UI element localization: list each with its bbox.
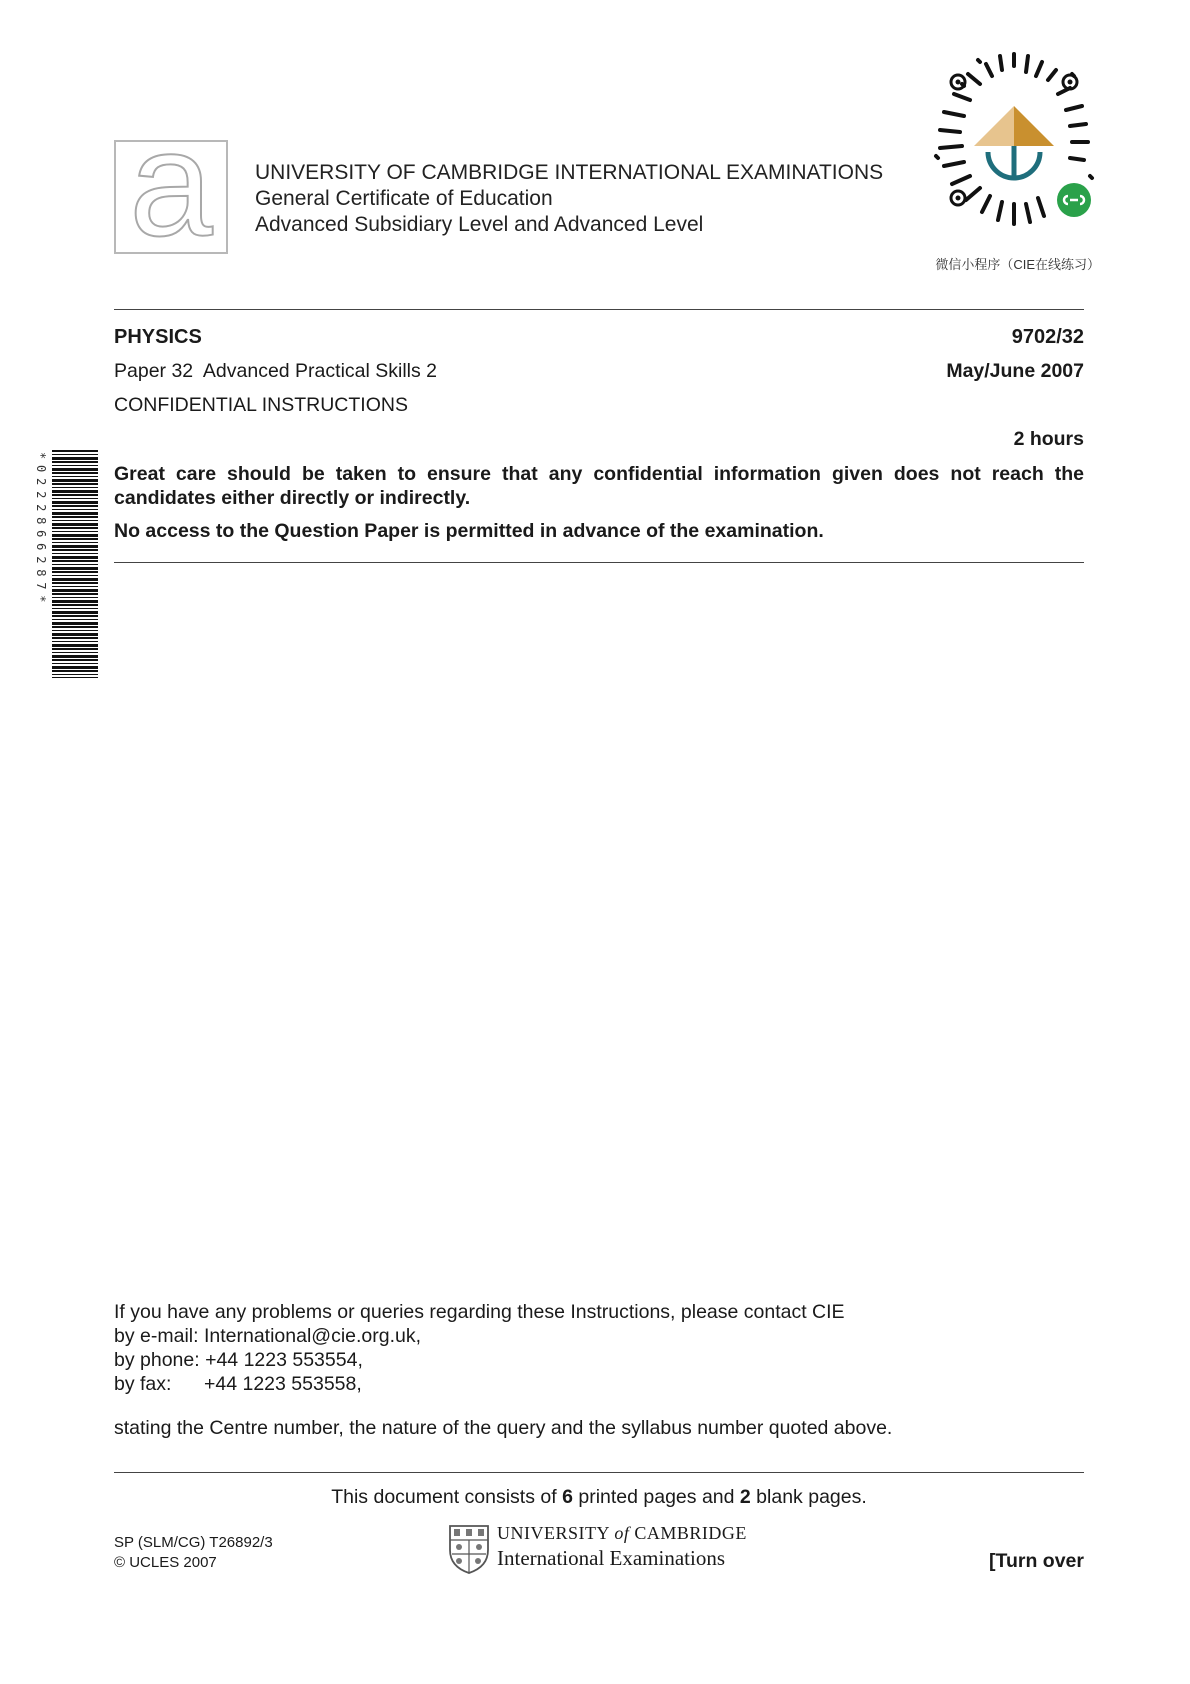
subject: PHYSICS xyxy=(114,326,202,348)
turn-over: [Turn over xyxy=(989,1550,1084,1572)
level-name: Advanced Subsidiary Level and Advanced Level xyxy=(255,213,704,236)
footer-divider xyxy=(114,1472,1084,1473)
fax-number: +44 1223 553558, xyxy=(204,1373,362,1395)
email-address[interactable]: International@cie.org.uk, xyxy=(203,1325,422,1347)
mini-program-qr-icon[interactable] xyxy=(922,48,1106,232)
header-bottom-divider xyxy=(114,562,1084,563)
cambridge-wordmark-subtitle: International Examinations xyxy=(497,1546,726,1570)
top-divider xyxy=(114,309,1084,310)
email-label: by e-mail: xyxy=(114,1325,199,1347)
barcode-number: *0222866287* xyxy=(34,452,48,609)
contact-fax-row xyxy=(114,1372,362,1396)
page-count: This document consists of 6 printed pages and 2 blank pages. xyxy=(331,1486,867,1508)
copyright: © UCLES 2007 xyxy=(114,1554,217,1571)
org-name: UNIVERSITY OF CAMBRIDGE INTERNATIONAL EXAMINATIONS xyxy=(255,161,884,184)
contact-phone-row xyxy=(114,1348,363,1372)
document-reference: SP (SLM/CG) T26892/3 xyxy=(114,1534,273,1551)
barcode xyxy=(52,450,98,678)
session: May/June 2007 xyxy=(946,360,1084,382)
confidentiality-warning: Great care should be taken to ensure that any confidential information given does not reach the candidates either directly or indirectly. xyxy=(114,463,1084,509)
no-access-warning: No access to the Question Paper is permitted in advance of the examination. xyxy=(114,520,824,542)
fax-label: by fax: xyxy=(114,1373,172,1395)
cambridge-crest-icon xyxy=(448,1524,490,1574)
contact-email-row xyxy=(114,1324,421,1348)
contact-intro: If you have any problems or queries regarding these Instructions, please contact CIE xyxy=(114,1301,845,1323)
phone-label: by phone: xyxy=(114,1349,200,1371)
paper-title: Paper 32 Advanced Practical Skills 2 xyxy=(114,360,438,382)
phone-number: +44 1223 553554, xyxy=(205,1349,363,1371)
confidential-label: CONFIDENTIAL INSTRUCTIONS xyxy=(114,394,408,416)
qr-caption: 微信小程序（CIE在线练习） xyxy=(935,257,1100,272)
cambridge-wordmark: UNIVERSITY of CAMBRIDGE xyxy=(497,1523,747,1543)
duration: 2 hours xyxy=(1013,428,1084,450)
paper-code: 9702/32 xyxy=(1011,326,1084,348)
certificate-name: General Certificate of Education xyxy=(255,187,553,210)
cambridge-a-logo-icon: a xyxy=(114,140,228,254)
contact-closing: stating the Centre number, the nature of the query and the syllabus number quoted above. xyxy=(114,1417,893,1439)
